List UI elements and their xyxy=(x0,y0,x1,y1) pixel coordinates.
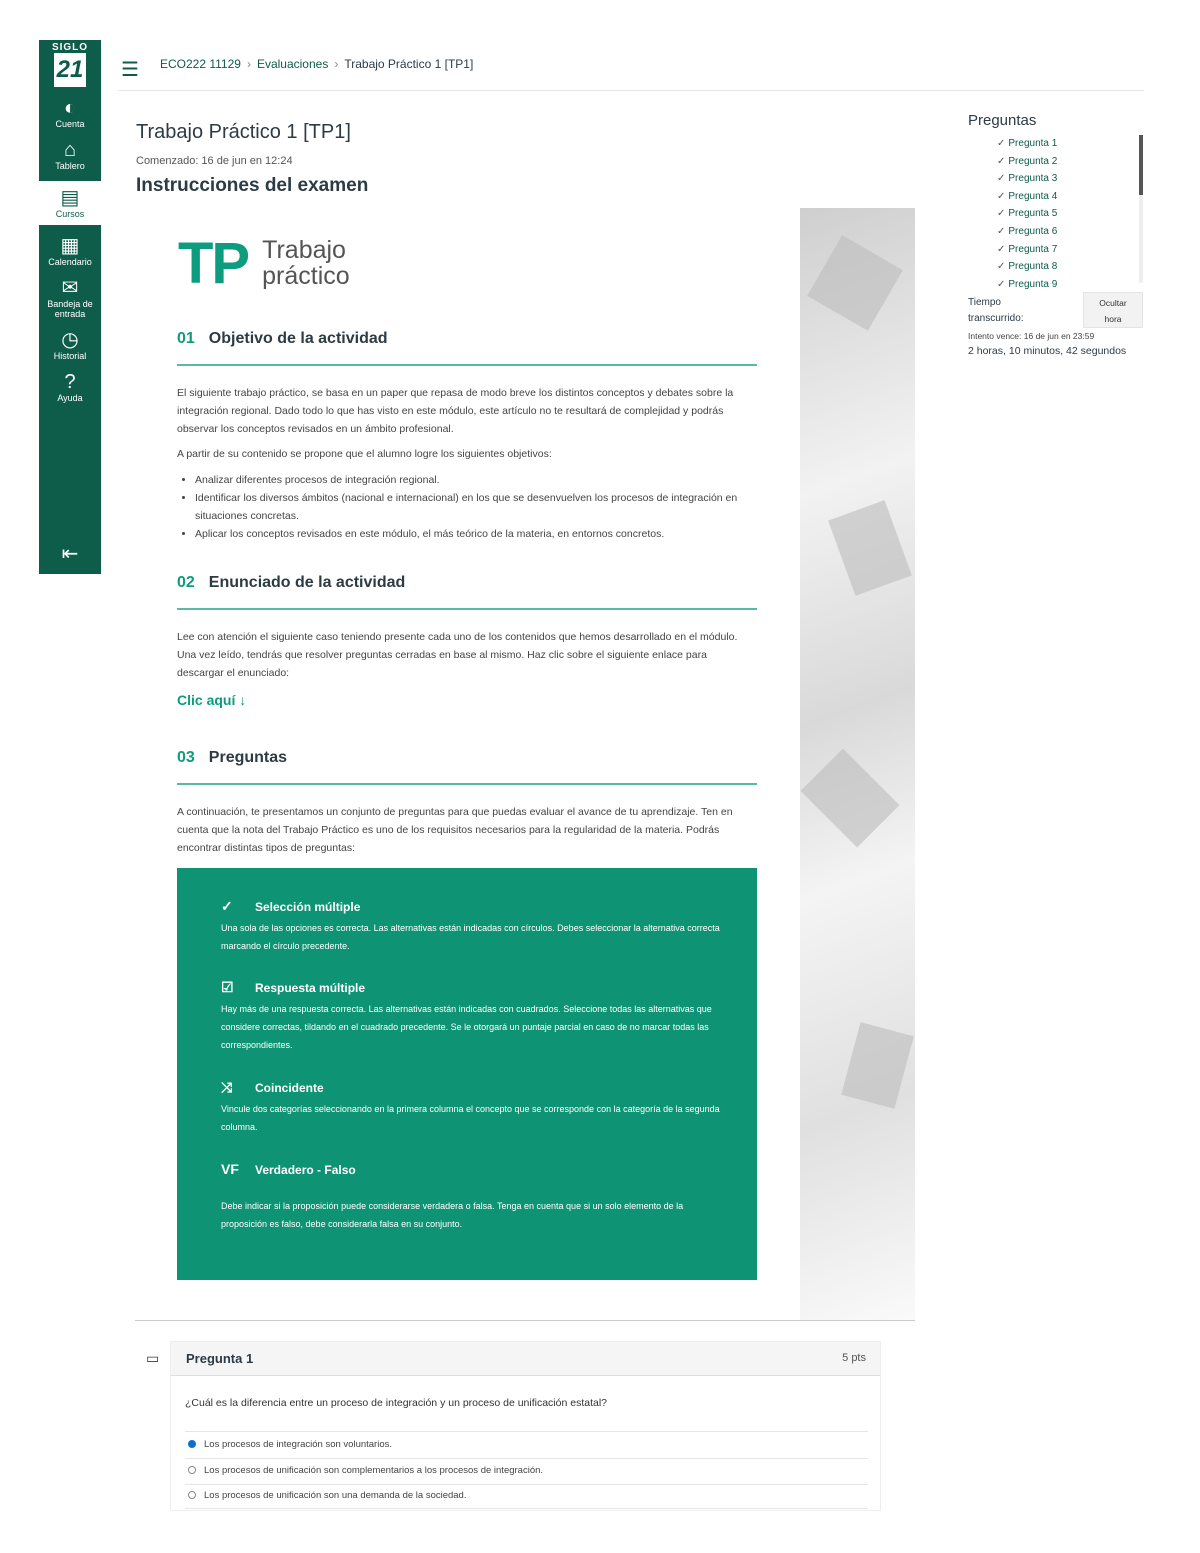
check-icon: ✓ xyxy=(997,243,1006,255)
type-description: Hay más de una respuesta correcta. Las alternativas están indicadas con cuadrados. Seleccione todas las alternativas que considere correctas, tildando en el cuadrado precedente. Se le otorgará un puntaje parcial en caso de no marcar todas las correspondientes. xyxy=(221,1004,712,1050)
sidebar-question-link[interactable] xyxy=(997,135,1137,153)
tp-logo-line2: práctico xyxy=(262,262,350,290)
header-divider xyxy=(118,90,1144,91)
history-icon: ◷ xyxy=(61,329,79,351)
option-label: Los procesos de unificación son complementarios a los procesos de integración. xyxy=(204,1465,544,1476)
type-title: Verdadero - Falso xyxy=(255,1163,356,1177)
sidebar-question-link[interactable] xyxy=(997,223,1137,241)
question-link-label: Pregunta 3 xyxy=(1008,173,1058,185)
type-title: Selección múltiple xyxy=(255,900,361,914)
objective-intro: A partir de su contenido se propone que el alumno logre los siguientes objetivos: xyxy=(177,448,552,460)
nav-label: Tablero xyxy=(55,161,85,171)
global-nav xyxy=(39,40,101,574)
breadcrumb-current: Trabajo Práctico 1 [TP1] xyxy=(344,57,474,71)
account-icon: ◐ xyxy=(63,97,77,119)
nav-label: Cuenta xyxy=(55,119,85,129)
nav-label: Ayuda xyxy=(57,393,83,403)
hide-label: hora xyxy=(1104,314,1122,324)
section-preguntas xyxy=(177,749,757,785)
nav-label: Historial xyxy=(53,351,87,361)
section-divider xyxy=(177,364,757,366)
help-icon: ? xyxy=(64,371,76,393)
section-title: Preguntas xyxy=(208,749,288,766)
breadcrumb-separator-icon: › xyxy=(246,57,251,71)
sidebar-question-link[interactable] xyxy=(997,258,1137,276)
check-square-icon: ☑ xyxy=(221,979,234,995)
section-title: Objetivo de la actividad xyxy=(208,330,388,347)
page-title: Trabajo Práctico 1 [TP1] xyxy=(136,121,351,143)
check-icon: ✓ xyxy=(997,278,1006,290)
nav-item-account[interactable] xyxy=(39,97,101,129)
section-divider xyxy=(177,608,757,610)
option-label: Los procesos de unificación son una demanda de la sociedad. xyxy=(204,1490,467,1501)
check-icon: ✓ xyxy=(997,208,1006,220)
objective-paragraph: El siguiente trabajo práctico, se basa en un paper que repasa de modo breve los distintos conceptos y debates sobre la integración regional. Dado todo lo que has visto en este módulo, este artículo no te resultará de complejidad y podrás observar los conceptos revisados en un ámbito profesional. xyxy=(177,387,734,435)
decorative-image xyxy=(800,208,915,1321)
question-link-label: Pregunta 1 xyxy=(1008,138,1058,149)
elapsed-time-label xyxy=(968,295,1024,327)
time-label: transcurrido: xyxy=(968,313,1024,324)
sidebar-question-link[interactable] xyxy=(997,276,1137,294)
hide-time-button[interactable] xyxy=(1083,292,1143,328)
answer-option[interactable] xyxy=(188,1465,543,1476)
breadcrumb-course[interactable]: ECO222 11129 xyxy=(160,57,241,71)
type-description: Una sola de las opciones es correcta. Las alternativas están indicadas con círculos. Debes seleccionar la alternativa correcta marcando el círculo precedente. xyxy=(221,923,720,951)
time-label: Tiempo xyxy=(968,297,1001,308)
question-link-label: Pregunta 4 xyxy=(1008,190,1058,202)
hamburger-menu-icon[interactable]: ☰ xyxy=(121,59,139,81)
section-divider xyxy=(177,783,757,785)
question-link-label: Pregunta 9 xyxy=(1008,278,1058,290)
check-circle-icon: ✓ xyxy=(221,898,233,914)
list-item: • Analizar diferentes procesos de integración regional. xyxy=(195,471,745,489)
check-icon: ✓ xyxy=(997,190,1006,202)
nav-label: Cursos xyxy=(55,209,85,219)
type-seleccion-multiple xyxy=(221,898,721,955)
vf-icon: VF xyxy=(221,1161,239,1177)
hide-label: Ocultar xyxy=(1099,298,1127,308)
tp-logo-mark: TP xyxy=(178,231,249,296)
scrollbar-thumb[interactable] xyxy=(1139,135,1143,195)
type-respuesta-multiple xyxy=(221,979,721,1054)
breadcrumb-section[interactable]: Evaluaciones xyxy=(256,57,329,71)
check-icon: ✓ xyxy=(997,155,1006,167)
question-link-label: Pregunta 2 xyxy=(1008,155,1058,167)
question-text: ¿Cuál es la diferencia entre un proceso de integración y un proceso de unificación estatal? xyxy=(185,1397,608,1409)
section-number: 02 xyxy=(177,574,195,591)
nav-item-calendar[interactable] xyxy=(39,235,101,267)
radio-icon[interactable] xyxy=(188,1466,196,1474)
calendar-icon: ▦ xyxy=(60,235,80,257)
enunciado-paragraph: Lee con atención el siguiente caso teniendo presente cada uno de los contenidos que hemos desarrollado en el módulo. Una vez leído, tendrás que resolver preguntas cerradas en base al mismo. Haz clic sobre el siguiente enlace para descargar el enunciado: xyxy=(177,631,738,679)
type-verdadero-falso xyxy=(221,1161,721,1233)
sidebar-question-link[interactable] xyxy=(997,170,1137,188)
check-icon: ✓ xyxy=(997,173,1006,185)
question-link-label: Pregunta 7 xyxy=(1008,243,1058,255)
radio-selected-icon[interactable] xyxy=(188,1440,196,1448)
breadcrumb xyxy=(160,57,473,71)
sidebar-question-link[interactable] xyxy=(997,153,1137,171)
section-number: 03 xyxy=(177,749,195,766)
check-icon: ✓ xyxy=(997,225,1006,237)
breadcrumb-separator-icon: › xyxy=(334,57,339,71)
answer-option[interactable] xyxy=(188,1490,466,1501)
nav-item-inbox[interactable] xyxy=(39,277,101,319)
check-icon: ✓ xyxy=(997,138,1006,149)
type-title: Coincidente xyxy=(255,1081,324,1095)
nav-label: Bandeja de entrada xyxy=(47,299,93,319)
attempt-due: Intento vence: 16 de jun en 23:59 xyxy=(968,331,1095,341)
collapse-nav-icon[interactable]: ⇤ xyxy=(61,543,79,565)
flag-question-icon[interactable]: ▭ xyxy=(146,1350,160,1366)
courses-icon: ▤ xyxy=(60,187,80,209)
nav-item-dashboard[interactable] xyxy=(39,139,101,171)
nav-item-history[interactable] xyxy=(39,329,101,361)
tp-logo xyxy=(178,231,350,296)
type-title: Respuesta múltiple xyxy=(255,981,366,995)
shuffle-icon: ⤨ xyxy=(221,1079,233,1095)
check-icon: ✓ xyxy=(997,261,1006,273)
question-header xyxy=(171,1342,880,1376)
option-divider xyxy=(185,1484,868,1485)
option-label: Los procesos de integración son voluntarios. xyxy=(204,1439,393,1450)
radio-icon[interactable] xyxy=(188,1491,196,1499)
section-number: 01 xyxy=(177,330,195,347)
tp-logo-line1: Trabajo xyxy=(262,236,346,264)
nav-label: Calendario xyxy=(48,257,92,267)
question-points: 5 pts xyxy=(842,1352,866,1364)
option-divider xyxy=(185,1458,868,1459)
question-types-box xyxy=(177,868,757,1280)
questions-list xyxy=(997,135,1137,290)
type-description: Vincule dos categorías seleccionando en la primera columna el concepto que se corresponde con la categoría de la segunda columna. xyxy=(221,1104,720,1132)
started-at: Comenzado: 16 de jun en 12:24 xyxy=(136,155,293,167)
logo[interactable] xyxy=(39,42,101,87)
list-item: • Identificar los diversos ámbitos (nacional e internacional) en los que se desenvuelven los procesos de integración en situaciones concretas. xyxy=(195,489,745,525)
section-objetivo xyxy=(177,330,757,366)
type-description: Debe indicar si la proposición puede considerarse verdadera o falsa. Tenga en cuenta que si un solo elemento de la proposición es falso, debe considerarla falsa en su conjunto. xyxy=(221,1201,684,1229)
inbox-icon: ✉ xyxy=(61,277,79,299)
dashboard-icon: ⌂ xyxy=(63,139,77,161)
type-coincidente xyxy=(221,1079,721,1136)
section-title: Enunciado de la actividad xyxy=(208,574,406,591)
questions-sidebar-title: Preguntas xyxy=(968,112,1037,129)
logo-text: SIGLO xyxy=(51,42,89,53)
content-divider xyxy=(135,1320,915,1321)
question-title: Pregunta 1 xyxy=(186,1351,254,1366)
option-divider xyxy=(185,1431,868,1432)
sidebar-question-link[interactable] xyxy=(997,205,1137,223)
sidebar-question-link[interactable] xyxy=(997,188,1137,206)
list-item: • Aplicar los conceptos revisados en este módulo, el más teórico de la materia, en entornos concretos. xyxy=(195,525,745,543)
objectives-list xyxy=(185,471,745,543)
instructions-title: Instrucciones del examen xyxy=(136,175,369,196)
nav-item-help[interactable] xyxy=(39,371,101,403)
questions-scrollbar[interactable] xyxy=(1139,135,1143,283)
time-remaining: 2 horas, 10 minutos, 42 segundos xyxy=(968,345,1127,357)
section-enunciado xyxy=(177,574,757,610)
question-link-label: Pregunta 5 xyxy=(1008,208,1058,220)
download-link[interactable]: Clic aquí ↓ xyxy=(177,692,247,708)
question-link-label: Pregunta 6 xyxy=(1008,225,1058,237)
answer-option[interactable] xyxy=(188,1439,392,1450)
question-link-label: Pregunta 8 xyxy=(1008,261,1058,273)
logo-number: 21 xyxy=(54,53,86,87)
sidebar-question-link[interactable] xyxy=(997,241,1137,259)
question-card xyxy=(170,1341,881,1511)
preguntas-paragraph: A continuación, te presentamos un conjunto de preguntas para que puedas evaluar el avance de tu aprendizaje. Ten en cuenta que la nota del Trabajo Práctico es uno de los requisitos necesarios para la regularidad de la materia. Podrás encontrar distintas tipos de preguntas: xyxy=(177,806,733,854)
nav-item-courses[interactable] xyxy=(39,181,101,225)
option-divider xyxy=(185,1508,868,1509)
